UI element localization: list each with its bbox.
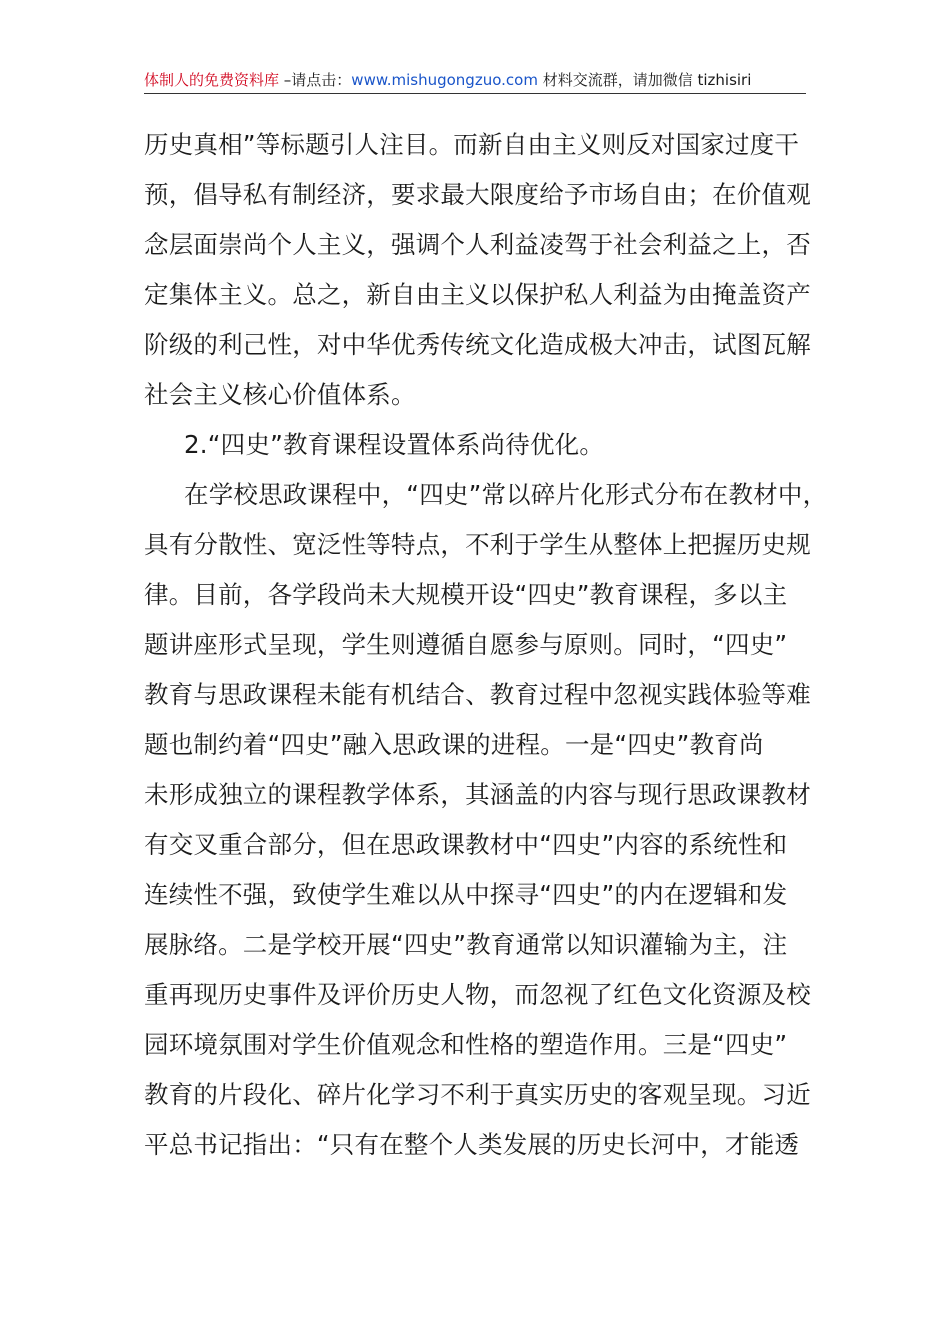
header-url-link[interactable]: www.mishugongzuo.com xyxy=(351,71,538,89)
document-body xyxy=(144,120,828,1170)
text-line: 历史真相”等标题引人注目。而新自由主义则反对国家过度干 xyxy=(144,130,800,159)
text-line: 连续性不强，致使学生难以从中探寻“四史”的内在逻辑和发 xyxy=(144,880,788,909)
text-line: 律。目前，各学段尚未大规模开设“四史”教育课程，多以主 xyxy=(144,580,788,609)
text-line: 未形成独立的课程教学体系，其涵盖的内容与现行思政课教材 xyxy=(144,780,811,809)
text-line: 在学校思政课程中，“四史”常以碎片化形式分布在教材中， xyxy=(184,480,828,509)
text-line: 展脉络。二是学校开展“四史”教育通常以知识灌输为主，注 xyxy=(144,930,788,959)
header-contact-text: 材料交流群，请加微信 tizhisiri xyxy=(537,71,752,89)
text-line: 教育的片段化、碎片化学习不利于真实历史的客观呈现。习近 xyxy=(144,1080,811,1109)
page-header xyxy=(144,67,806,94)
text-line: 有交叉重合部分，但在思政课教材中“四史”内容的系统性和 xyxy=(144,830,788,859)
text-line: 重再现历史事件及评价历史人物，而忽视了红色文化资源及校 xyxy=(144,980,811,1009)
text-line: 定集体主义。总之，新自由主义以保护私人利益为由掩盖资产 xyxy=(144,280,811,309)
text-line: 园环境氛围对学生价值观念和性格的塑造作用。三是“四史” xyxy=(144,1030,788,1059)
text-line: 题也制约着“四史”融入思政课的进程。一是“四史”教育尚 xyxy=(144,730,764,759)
header-brand: 体制人的免费资料库 xyxy=(144,71,280,89)
text-line: 题讲座形式呈现，学生则遵循自愿参与原则。同时，“四史” xyxy=(144,630,788,659)
text-line: 教育与思政课程未能有机结合、教育过程中忽视实践体验等难 xyxy=(144,680,811,709)
text-line: 平总书记指出：“只有在整个人类发展的历史长河中，才能透 xyxy=(144,1130,800,1159)
text-line: 社会主义核心价值体系。 xyxy=(144,380,416,409)
text-line: 念层面崇尚个人主义，强调个人利益凌驾于社会利益之上，否 xyxy=(144,230,811,259)
text-line: 阶级的利己性，对中华优秀传统文化造成极大冲击，试图瓦解 xyxy=(144,330,811,359)
text-line: 预，倡导私有制经济，要求最大限度给予市场自由；在价值观 xyxy=(144,180,811,209)
header-prompt: –请点击： xyxy=(279,71,352,89)
section-heading: 2.“四史”教育课程设置体系尚待优化。 xyxy=(184,430,605,459)
text-line: 具有分散性、宽泛性等特点，不利于学生从整体上把握历史规 xyxy=(144,530,811,559)
